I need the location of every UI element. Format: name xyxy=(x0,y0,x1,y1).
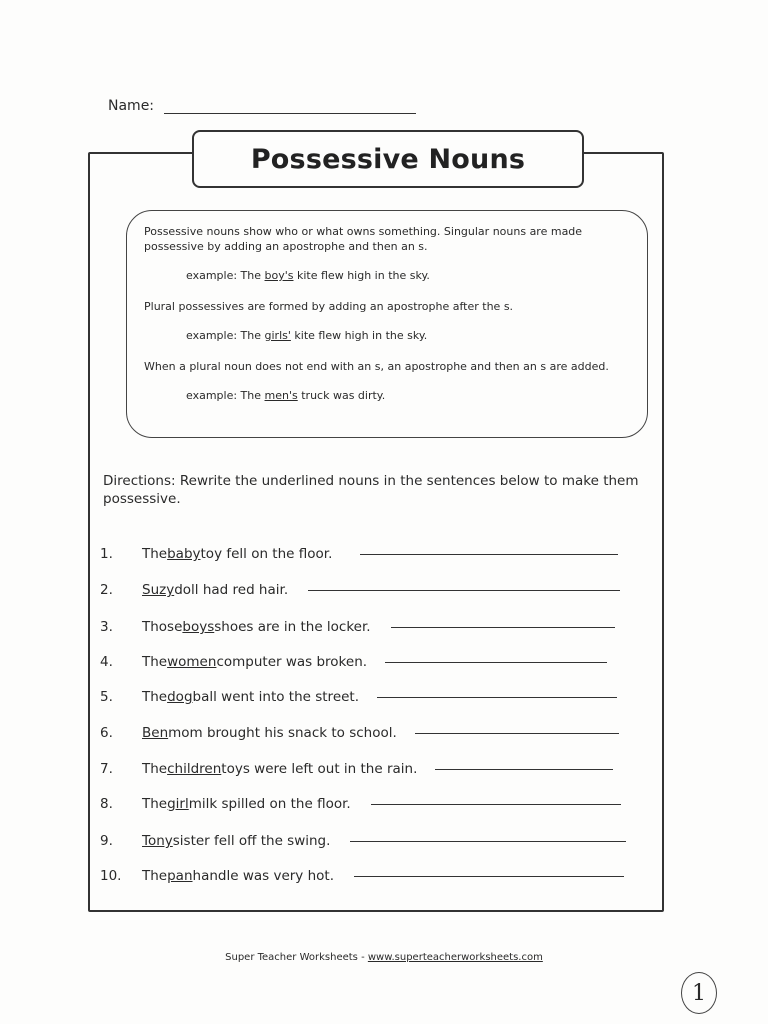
question-row xyxy=(100,687,617,707)
answer-line[interactable] xyxy=(354,875,624,877)
question-post: computer was broken. xyxy=(216,654,368,670)
question-noun: Ben xyxy=(142,725,169,741)
name-row xyxy=(108,98,416,114)
answer-line[interactable] xyxy=(391,626,615,628)
title-box xyxy=(192,130,584,188)
example-3-post: truck was dirty. xyxy=(297,389,386,402)
question-number: 7. xyxy=(100,761,113,777)
question-number: 8. xyxy=(100,796,113,812)
name-label: Name: xyxy=(108,98,155,114)
example-1 xyxy=(144,268,629,283)
question-number: 4. xyxy=(100,654,113,670)
question-row xyxy=(100,652,607,672)
question-post: milk spilled on the floor. xyxy=(188,796,351,812)
question-noun: baby xyxy=(167,546,201,562)
question-post: sister fell off the swing. xyxy=(172,833,331,849)
question-row xyxy=(100,580,620,600)
info-paragraph-2: Plural possessives are formed by adding an apostrophe after the s. xyxy=(144,300,514,313)
example-2 xyxy=(144,328,629,343)
question-post: mom brought his snack to school. xyxy=(168,725,397,741)
info-box xyxy=(126,210,648,438)
question-noun: dog xyxy=(167,689,193,705)
question-row xyxy=(100,617,615,637)
answer-line[interactable] xyxy=(435,768,613,770)
example-2-pre: example: The xyxy=(186,329,265,342)
answer-line[interactable] xyxy=(360,553,618,555)
answer-line[interactable] xyxy=(377,696,617,698)
question-post: toy fell on the floor. xyxy=(200,546,333,562)
question-noun: girl xyxy=(167,796,189,812)
directions: Directions: Rewrite the underlined nouns in the sentences below to make them possessive. xyxy=(103,473,639,507)
question-post: shoes are in the locker. xyxy=(214,619,371,635)
question-pre: The xyxy=(142,796,168,812)
question-number: 1. xyxy=(100,546,113,562)
example-1-post: kite flew high in the sky. xyxy=(293,269,430,282)
example-3-word: men's xyxy=(264,389,298,402)
question-pre: The xyxy=(142,868,168,884)
question-noun: pan xyxy=(167,868,193,884)
footer-text: Super Teacher Worksheets - xyxy=(225,952,368,963)
question-noun: Tony xyxy=(142,833,173,849)
info-paragraph-1: Possessive nouns show who or what owns something. Singular nouns are made possessive by adding an apostrophe and then an s. xyxy=(144,225,583,253)
question-post: ball went into the street. xyxy=(192,689,360,705)
question-pre: The xyxy=(142,761,168,777)
question-pre: The xyxy=(142,546,168,562)
question-row xyxy=(100,794,621,814)
question-noun: women xyxy=(167,654,217,670)
page-title: Possessive Nouns xyxy=(250,143,526,175)
question-number: 2. xyxy=(100,582,113,598)
answer-line[interactable] xyxy=(371,803,621,805)
answer-line[interactable] xyxy=(415,732,619,734)
footer xyxy=(0,952,768,963)
example-3-pre: example: The xyxy=(186,389,265,402)
question-noun: children xyxy=(167,761,222,777)
question-post: handle was very hot. xyxy=(192,868,334,884)
question-pre: The xyxy=(142,654,168,670)
question-number: 9. xyxy=(100,833,113,849)
question-number: 6. xyxy=(100,725,113,741)
footer-link[interactable]: www.superteacherworksheets.com xyxy=(367,952,543,963)
question-row xyxy=(100,759,613,779)
question-noun: boys xyxy=(182,619,215,635)
question-row xyxy=(100,723,619,743)
question-number: 3. xyxy=(100,619,113,635)
info-paragraph-3: When a plural noun does not end with an s, an apostrophe and then an s are added. xyxy=(144,360,609,373)
example-3 xyxy=(144,388,629,403)
question-row xyxy=(100,831,626,851)
question-row xyxy=(100,544,618,564)
question-pre: Those xyxy=(142,619,183,635)
example-2-post: kite flew high in the sky. xyxy=(290,329,428,342)
answer-line[interactable] xyxy=(350,840,626,842)
answer-line[interactable] xyxy=(308,589,620,591)
question-post: toys were left out in the rain. xyxy=(221,761,418,777)
question-post: doll had red hair. xyxy=(174,582,289,598)
name-answer-line[interactable] xyxy=(164,99,416,114)
question-number: 5. xyxy=(100,689,113,705)
answer-line[interactable] xyxy=(385,661,607,663)
example-2-word: girls' xyxy=(264,329,291,342)
question-number: 10. xyxy=(100,868,122,884)
example-1-word: boy's xyxy=(264,269,294,282)
example-1-pre: example: The xyxy=(186,269,265,282)
question-noun: Suzy xyxy=(142,582,175,598)
page-number: 1 xyxy=(681,972,717,1014)
question-pre: The xyxy=(142,689,168,705)
question-row xyxy=(100,866,624,886)
